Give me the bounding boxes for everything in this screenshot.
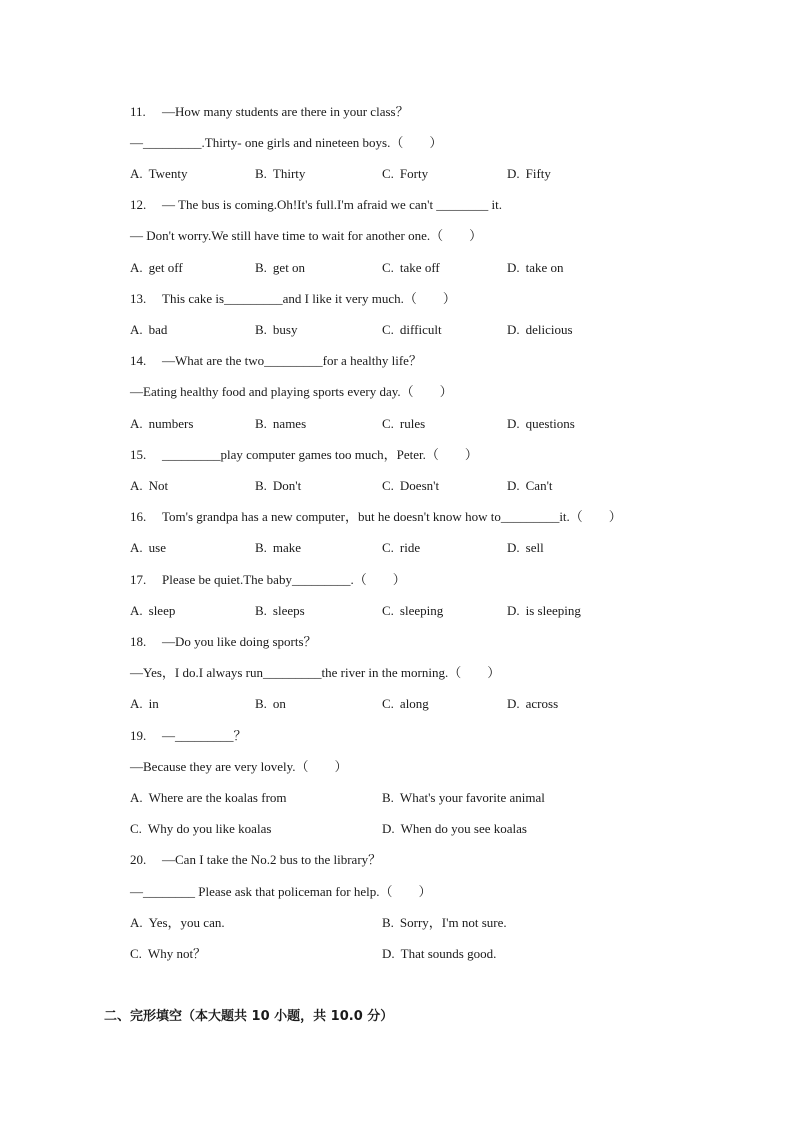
question-19-response: —Because they are very lovely.（ ） [130,759,348,774]
option-a[interactable]: A. bad [130,322,168,337]
question-number: 20. [130,852,147,867]
question-14-stem [130,353,422,369]
question-number: 13. [130,291,147,306]
question-18-stem [130,634,317,650]
option-b[interactable]: B. on [255,696,286,711]
question-number: 19. [130,728,147,743]
option-c[interactable]: C. Why not？ [130,946,207,961]
option-d[interactable]: D. questions [507,416,575,431]
question-number: 15. [130,447,147,462]
option-d[interactable]: D. When do you see koalas [382,821,527,836]
option-a[interactable]: A. get off [130,260,183,275]
option-a[interactable]: A. use [130,540,166,555]
question-16-options [130,540,690,556]
question-11-stem [130,104,409,120]
option-d[interactable]: D. Can't [507,478,553,493]
option-a[interactable]: A. Yes，you can. [130,915,225,930]
option-d[interactable]: D. delicious [507,322,573,337]
question-20-options-row2 [130,946,690,962]
question-19-options-row1 [130,790,690,806]
question-text: —What are the two_________for a healthy life？ [162,353,422,368]
option-c[interactable]: C. Doesn't [382,478,440,493]
question-12-stem [130,197,502,213]
question-number: 18. [130,634,147,649]
question-text: Tom's grandpa has a new computer，but he doesn't know how to_________it.（ ） [162,509,622,524]
option-a[interactable]: A. sleep [130,603,176,618]
question-text: —Do you like doing sports？ [162,634,317,649]
option-b[interactable]: B. What's your favorite animal [382,790,545,805]
question-text: —_________？ [162,728,247,743]
option-c[interactable]: C. Forty [382,166,429,181]
question-text: — The bus is coming.Oh!It's full.I'm afraid we can't ________ it. [162,197,503,212]
option-b[interactable]: B. get on [255,260,306,275]
question-11-response: —_________.Thirty- one girls and nineteen boys.（ ） [130,135,443,150]
question-17-options [130,603,690,619]
question-15-options [130,478,690,494]
question-17-stem [130,572,406,588]
question-13-stem [130,291,456,307]
question-18-response: —Yes，I do.I always run_________the river in the morning.（ ） [130,665,501,680]
option-c[interactable]: C. sleeping [382,603,444,618]
question-12-options [130,260,690,276]
option-a[interactable]: A. Twenty [130,166,188,181]
section-title: 二、完形填空（本大题共 10 小题，共 10.0 分） [104,1009,394,1024]
option-c[interactable]: C. take off [382,260,440,275]
question-14-response: —Eating healthy food and playing sports every day.（ ） [130,384,453,399]
option-b[interactable]: B. Sorry，I'm not sure. [382,915,507,930]
option-b[interactable]: B. Thirty [255,166,306,181]
option-d[interactable]: D. sell [507,540,544,555]
option-c[interactable]: C. Why do you like koalas [130,821,272,836]
option-b[interactable]: B. Don't [255,478,302,493]
question-20-options-row1 [130,915,690,931]
option-d[interactable]: D. take on [507,260,564,275]
option-d[interactable]: D. That sounds good. [382,946,497,961]
option-b[interactable]: B. busy [255,322,298,337]
option-a[interactable]: A. Not [130,478,169,493]
question-text: —How many students are there in your class？ [162,104,409,119]
option-b[interactable]: B. sleeps [255,603,305,618]
question-number: 11. [130,104,146,119]
option-c[interactable]: C. difficult [382,322,442,337]
question-19-stem [130,728,247,744]
question-11-options [130,166,690,182]
option-a[interactable]: A. Where are the koalas from [130,790,287,805]
option-b[interactable]: B. names [255,416,307,431]
option-b[interactable]: B. make [255,540,302,555]
option-d[interactable]: D. is sleeping [507,603,581,618]
option-d[interactable]: D. across [507,696,559,711]
question-text: —Can I take the No.2 bus to the library？ [162,852,382,867]
question-14-options [130,416,690,432]
question-text: This cake is_________and I like it very much.（ ） [162,291,456,306]
question-number: 17. [130,572,147,587]
question-16-stem [130,509,622,525]
question-20-response: —________ Please ask that policeman for help.（ ） [130,884,432,899]
question-text: _________play computer games too much，Peter.（ ） [162,447,478,462]
question-number: 12. [130,197,147,212]
option-c[interactable]: C. along [382,696,429,711]
option-a[interactable]: A. in [130,696,159,711]
option-a[interactable]: A. numbers [130,416,194,431]
option-c[interactable]: C. rules [382,416,426,431]
question-19-options-row2 [130,821,690,837]
question-13-options [130,322,690,338]
question-number: 16. [130,509,147,524]
question-number: 14. [130,353,147,368]
question-12-response: — Don't worry.We still have time to wait for another one.（ ） [130,228,483,243]
option-c[interactable]: C. ride [382,540,421,555]
question-18-options [130,696,690,712]
question-15-stem [130,447,478,463]
option-d[interactable]: D. Fifty [507,166,551,181]
question-text: Please be quiet.The baby_________.（ ） [162,572,406,587]
question-20-stem [130,852,381,868]
